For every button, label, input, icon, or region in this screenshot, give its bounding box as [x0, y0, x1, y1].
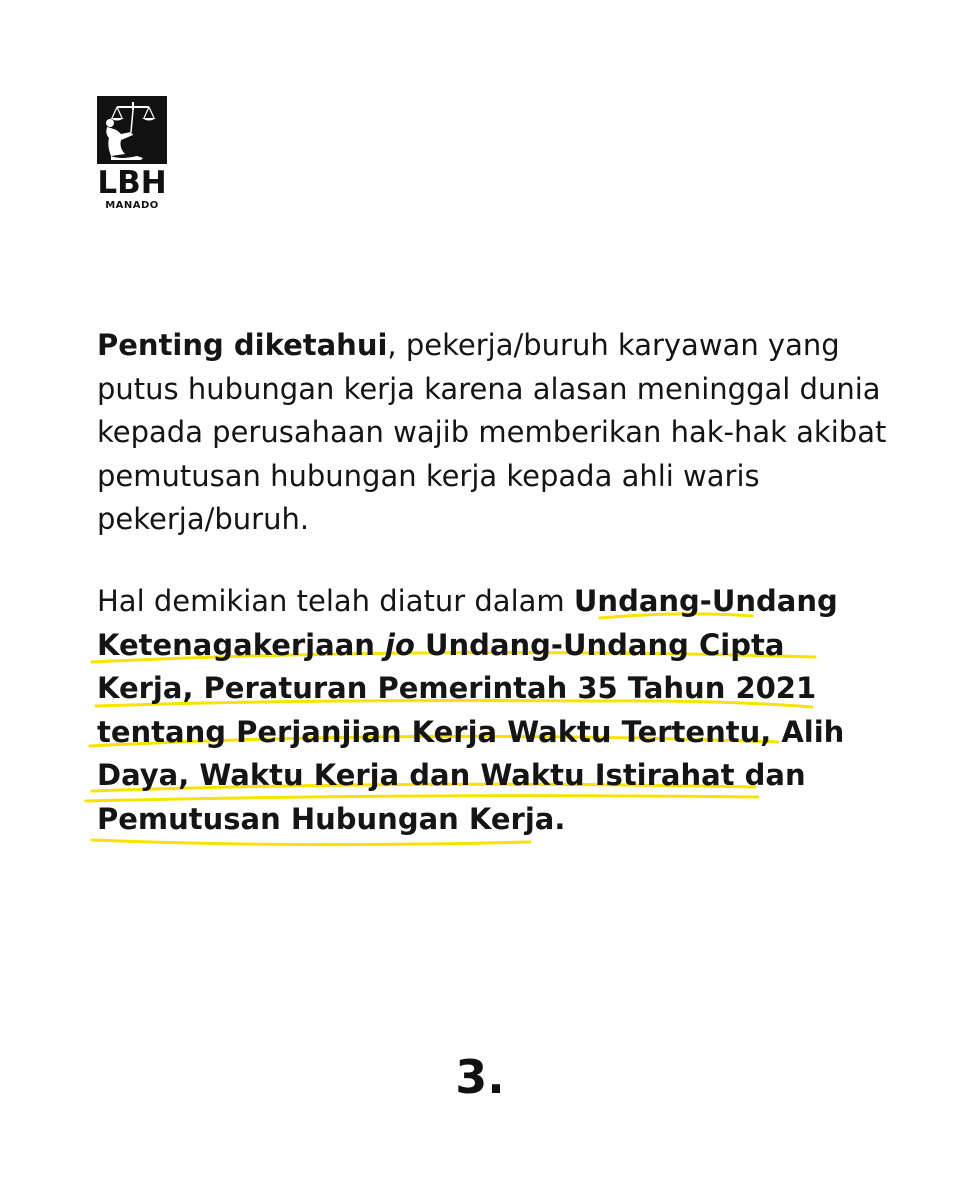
logo-subtitle: MANADO [105, 200, 159, 211]
paragraph-legal-basis-lead: Hal demikian telah diatur dalam [97, 584, 574, 618]
logo-title: LBH [97, 165, 167, 201]
logo-text [97, 165, 167, 211]
page-number: 3. [455, 1050, 505, 1104]
law-reference-jo: jo [385, 627, 415, 662]
law-reference-part-2: Undang-Undang Cipta Kerja, Peraturan Pemerintah 35 Tahun 2021 tentang Perjanjian Kerja Waktu Tertentu, Alih Daya, Waktu Kerja dan Waktu Istirahat dan Pemutusan Hubungan Kerja. [97, 627, 845, 836]
paragraph-intro-body: , pekerja/buruh karyawan yang putus hubungan kerja karena alasan meninggal dunia kepada perusahaan wajib memberikan hak-hak akibat pemutusan hubungan kerja kepada ahli waris pekerja/buruh. [97, 328, 887, 537]
paragraph-intro-bold-lead: Penting diketahui [97, 328, 388, 362]
paragraph-legal-basis [97, 580, 887, 842]
law-reference-part-1: Undang-Undang Ketenagakerjaan [97, 584, 838, 662]
lbh-manado-logo [97, 96, 167, 211]
justice-scales-icon [97, 96, 167, 164]
paragraph-intro [97, 324, 887, 542]
